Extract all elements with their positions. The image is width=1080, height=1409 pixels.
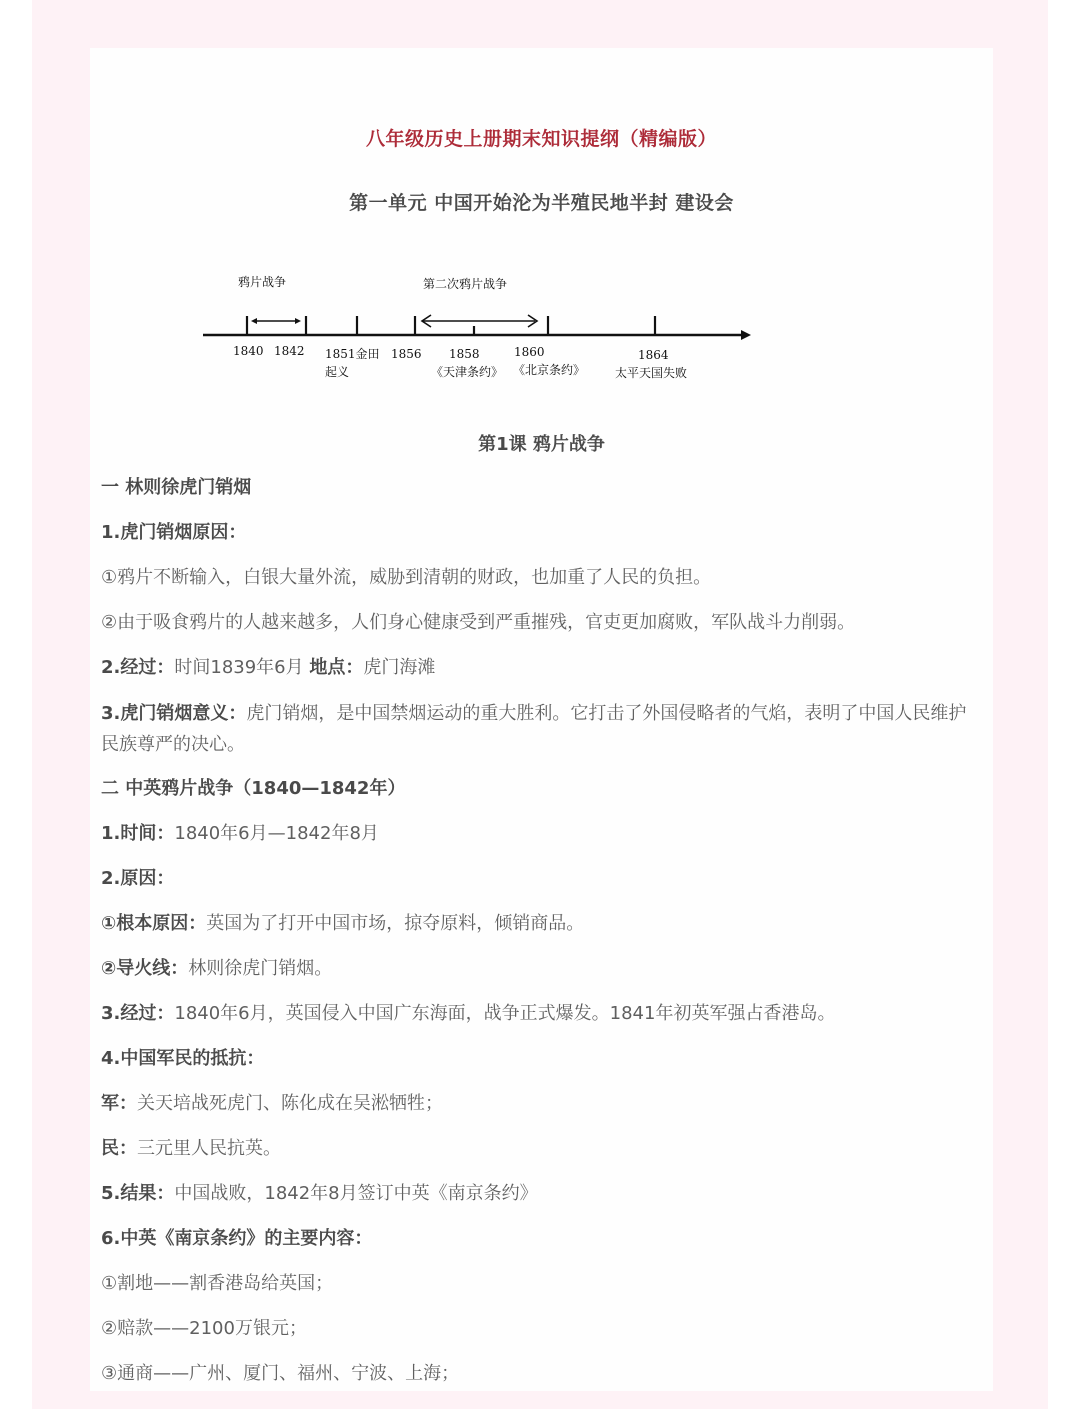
timeline-note: 《天津条约》 — [431, 365, 504, 379]
timeline-year: 1856 — [391, 347, 422, 361]
list-item: ①鸦片不断输入，白银大量外流，威胁到清朝的财政，也加重了人民的负担。 — [101, 567, 712, 588]
item-label: 军： — [101, 1093, 137, 1114]
list-item: ①割地——割香港岛给英国； — [101, 1273, 334, 1294]
item-label: ①根本原因： — [101, 913, 207, 934]
lesson-title: 第1课 鸦片战争 — [478, 434, 605, 455]
item-label: 2.经过： — [101, 657, 175, 678]
item-text: 林则徐虎门销烟。 — [188, 958, 333, 979]
timeline-note: 太平天国失败 — [615, 366, 688, 380]
timeline-year: 1851金田 — [325, 347, 380, 361]
paragraph — [101, 518, 246, 548]
document-title: 八年级历史上册期末知识提纲（精编版） — [365, 128, 717, 150]
list-item — [101, 1134, 281, 1164]
item-label: 3.经过： — [101, 1003, 175, 1024]
item-label: 5.结果： — [101, 1183, 175, 1204]
timeline-label-opium-war: 鸦片战争 — [238, 275, 287, 289]
item-text: 关天培战死虎门、陈化成在吴淞牺牲； — [137, 1093, 443, 1114]
item-text: 英国为了打开中国市场，掠夺原料，倾销商品。 — [206, 913, 585, 934]
list-item: ③通商——广州、厦门、福州、宁波、上海； — [101, 1363, 460, 1384]
timeline-year: 1858 — [449, 347, 480, 361]
paragraph — [101, 1224, 372, 1254]
document-card — [90, 48, 993, 1391]
timeline-year: 1864 — [638, 348, 669, 362]
item-label: 地点： — [309, 657, 364, 678]
timeline-year: 1842 — [274, 344, 305, 358]
section-heading: 一 林则徐虎门销烟 — [101, 477, 252, 498]
list-item — [101, 909, 584, 939]
timeline-label-second-opium-war: 第二次鸦片战争 — [423, 277, 508, 291]
item-text: 中国战败，1842年8月签订中英《南京条约》 — [174, 1183, 538, 1204]
item-text: 三元里人民抗英。 — [137, 1138, 281, 1159]
paragraph — [101, 864, 174, 894]
unit-title: 第一单元 中国开始沦为半殖民地半封 建设会 — [349, 192, 734, 214]
list-item — [101, 954, 332, 984]
item-text: 虎门销烟，是中国禁烟运动的重大胜利。它打击了外国侵略者的气焰，表明了中国人民维护民族尊严的决心。 — [101, 703, 967, 755]
paragraph — [101, 698, 971, 760]
item-label: 6.中英《南京条约》的主要内容： — [101, 1228, 373, 1249]
list-item: ②由于吸食鸦片的人越来越多，人们身心健康受到严重摧残，官吏更加腐败，军队战斗力削弱。 — [101, 612, 856, 633]
timeline-year: 1860 — [514, 345, 545, 359]
item-label: ②导火线： — [101, 958, 189, 979]
section-heading: 二 中英鸦片战争（1840—1842年） — [101, 778, 406, 799]
item-text: 时间1839年6月 — [174, 657, 310, 678]
item-label: 1.时间： — [101, 823, 175, 844]
timeline-year: 1840 — [233, 344, 264, 358]
item-label: 3.虎门销烟意义： — [101, 703, 247, 724]
paragraph — [101, 819, 379, 849]
paragraph — [101, 1179, 538, 1209]
item-label: 4.中国军民的抵抗： — [101, 1048, 265, 1069]
item-text: 虎门海滩 — [363, 657, 436, 678]
timeline-note: 起义 — [325, 365, 350, 379]
paragraph — [101, 1044, 264, 1074]
item-text: 1840年6月，英国侵入中国广东海面，战争正式爆发。1841年初英军强占香港岛。 — [174, 1003, 836, 1024]
item-label: 1.虎门销烟原因： — [101, 522, 247, 543]
item-text: 1840年6月—1842年8月 — [174, 823, 379, 844]
timeline-note: 《北京条约》 — [513, 363, 586, 377]
item-label: 民： — [101, 1138, 137, 1159]
list-item — [101, 1089, 443, 1119]
paragraph — [101, 999, 835, 1029]
item-label: 2.原因： — [101, 868, 175, 889]
paragraph — [101, 653, 435, 683]
timeline-diagram — [195, 273, 755, 393]
list-item: ②赔款——2100万银元； — [101, 1318, 307, 1339]
